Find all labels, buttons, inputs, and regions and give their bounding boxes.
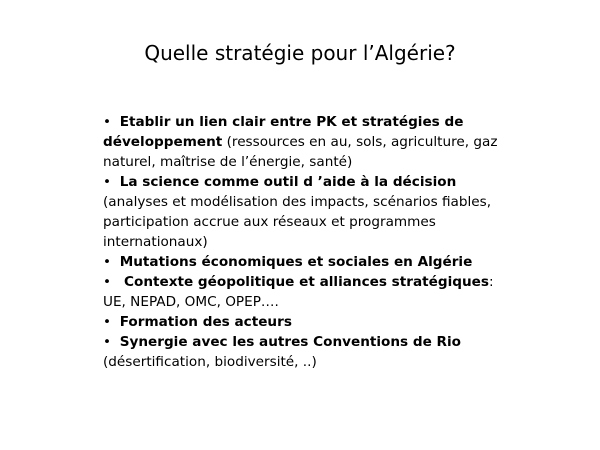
bullet-bold-text: La science comme outil d ’aide à la décision xyxy=(119,174,457,190)
bullet-icon: • xyxy=(103,114,112,130)
bullet-item-mutations xyxy=(103,252,513,272)
bullet-icon: • xyxy=(103,334,112,350)
bullet-bold-text: Contexte géopolitique et alliances stratégiques xyxy=(124,274,489,290)
bullet-normal-text: (désertification, biodiversité, ..) xyxy=(103,354,317,370)
bullet-item-link-pk xyxy=(103,112,513,172)
bullet-icon: • xyxy=(103,314,112,330)
bullet-icon: • xyxy=(103,174,112,190)
bullet-list xyxy=(103,112,513,372)
bullet-icon: • xyxy=(103,254,112,270)
bullet-bold-text: Synergie avec les autres Conventions de Rio xyxy=(119,334,462,350)
bullet-item-synergie xyxy=(103,332,513,372)
slide-title: Quelle stratégie pour l’Algérie? xyxy=(144,41,456,65)
bullet-item-geopolitique xyxy=(103,272,513,312)
bullet-bold-text: Etablir un lien clair entre PK et stratégies de développement xyxy=(103,114,464,150)
bullet-bold-text: Formation des acteurs xyxy=(119,314,292,330)
bullet-icon: • xyxy=(103,274,112,290)
bullet-item-science xyxy=(103,172,513,252)
bullet-item-formation xyxy=(103,312,513,332)
bullet-bold-text: Mutations économiques et sociales en Algérie xyxy=(119,254,473,270)
bullet-normal-text: (ressources en au, sols, agriculture, gaz naturel, maîtrise de l’énergie, santé) xyxy=(103,134,498,170)
bullet-normal-text: : UE, NEPAD, OMC, OPEP…. xyxy=(103,274,494,310)
bullet-normal-text: (analyses et modélisation des impacts, scénarios fiables, participation accrue aux réseaux et programmes internationaux) xyxy=(103,194,492,250)
